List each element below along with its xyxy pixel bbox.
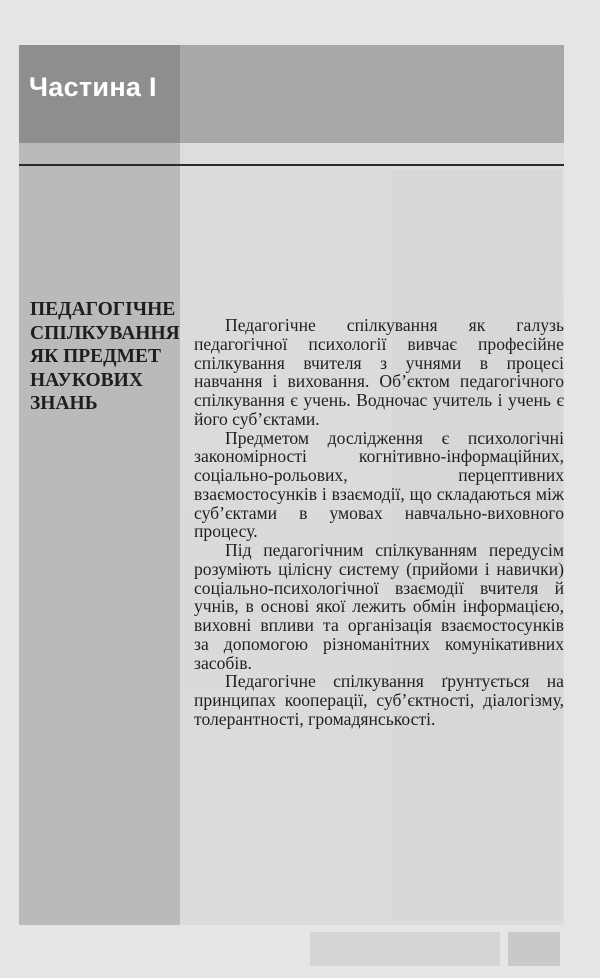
header-divider [19,164,564,166]
section-heading-line: ЯК ПРЕДМЕТ [30,346,162,367]
paragraph: Педагогічне спілкування як галузь педагогічної психології вивчає професійне спілкування вчителя з учнями в процесі навчання і виховання. Об’єктом педагогічного спілкування є учень. Водночас учитель і учень є його суб’єктами. [194,315,564,429]
header-band [180,45,564,143]
body-text [194,316,564,729]
section-heading-line: ПЕДАГОГІЧНЕ [30,299,176,320]
section-heading-line: НАУКОВИХ [30,369,143,391]
part-title: Частина I [29,72,157,102]
left-margin-column [19,45,180,925]
paragraph: Педагогічне спілкування ґрунтується на принципах кооперації, суб’єктності, діалогізму, толерантності, громадянськості. [194,671,564,729]
page-number-box [508,932,560,966]
section-heading-line: СПІЛКУВАННЯ [30,322,180,344]
section-heading [30,298,180,416]
footer-band [310,932,500,966]
paragraph: Предметом дослідження є психологічні закономірності когнітивно-інформаційних, соціально-рольових, перцептивних взаємостосунків і взаємодії, що складаються між суб’єктами в умовах навчально-виховного процесу. [194,427,564,542]
section-heading-line: ЗНАНЬ [30,393,98,414]
paragraph: Під педагогічним спілкуванням передусім розуміють цілісну систему (прийоми і навички) соціально-психологічної взаємодії вчителя й учнів, в основі якої лежить обмін інформацією, виховні впливи та організація взаємостосунків за допомогою різноманітних комунікативних засобів. [194,540,564,673]
